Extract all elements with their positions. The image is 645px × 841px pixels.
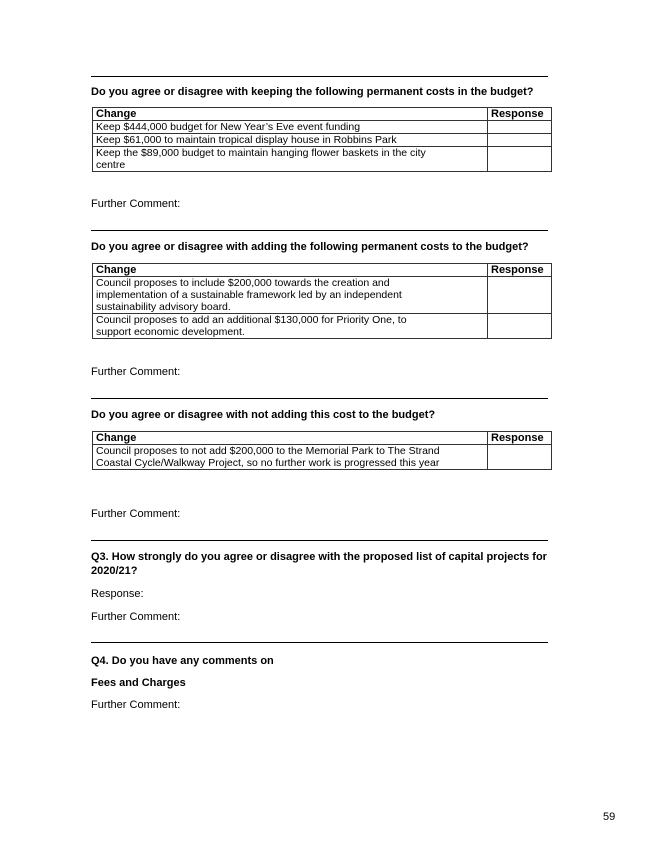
section2-table xyxy=(92,263,552,339)
response-cell[interactable] xyxy=(488,445,552,470)
section2-question: Do you agree or disagree with adding the following permanent costs to the budget? xyxy=(91,241,529,253)
q3-question: Q3. How strongly do you agree or disagree with the proposed list of capital projects for 2020/21? xyxy=(91,551,547,577)
section-divider xyxy=(91,540,548,541)
header-change: Change xyxy=(93,264,488,277)
page-number: 59 xyxy=(603,811,616,823)
q4-subheading: Fees and Charges xyxy=(91,677,186,689)
section1-comment-label: Further Comment: xyxy=(91,198,181,210)
response-cell[interactable] xyxy=(488,147,552,172)
change-cell: Keep the $89,000 budget to maintain hanging flower baskets in the city centre xyxy=(93,147,488,172)
section3-comment-label: Further Comment: xyxy=(91,508,181,520)
response-cell[interactable] xyxy=(488,277,552,314)
section-divider xyxy=(91,398,548,399)
response-cell[interactable] xyxy=(488,134,552,147)
header-response: Response xyxy=(488,432,552,445)
change-cell: Council proposes to not add $200,000 to the Memorial Park to The Strand Coastal Cycle/Walkway Project, so no further work is progressed this year xyxy=(93,445,488,470)
section-divider xyxy=(91,642,548,643)
section1-question: Do you agree or disagree with keeping the following permanent costs in the budget? xyxy=(91,86,534,98)
response-cell[interactable] xyxy=(488,121,552,134)
header-change: Change xyxy=(93,108,488,121)
table-row xyxy=(93,277,552,314)
section3-question: Do you agree or disagree with not adding this cost to the budget? xyxy=(91,409,436,421)
change-cell: Council proposes to include $200,000 towards the creation and implementation of a sustainable framework led by an independent sustainability advisory board. xyxy=(93,277,488,314)
table-row xyxy=(93,121,552,134)
section-divider xyxy=(91,76,548,77)
section-divider xyxy=(91,230,548,231)
change-cell: Keep $61,000 to maintain tropical display house in Robbins Park xyxy=(93,134,488,147)
response-cell[interactable] xyxy=(488,314,552,339)
table-header-row xyxy=(93,108,552,121)
table-row xyxy=(93,314,552,339)
header-response: Response xyxy=(488,108,552,121)
table-row xyxy=(93,445,552,470)
change-cell: Council proposes to add an additional $130,000 for Priority One, to support economic development. xyxy=(93,314,488,339)
table-header-row xyxy=(93,432,552,445)
table-header-row xyxy=(93,264,552,277)
section1-table xyxy=(92,107,552,172)
q4-question: Q4. Do you have any comments on xyxy=(91,655,274,667)
q3-response-label: Response: xyxy=(91,588,144,600)
change-cell: Keep $444,000 budget for New Year’s Eve event funding xyxy=(93,121,488,134)
table-row xyxy=(93,134,552,147)
section3-table xyxy=(92,431,552,470)
section2-comment-label: Further Comment: xyxy=(91,366,181,378)
table-row xyxy=(93,147,552,172)
q3-comment-label: Further Comment: xyxy=(91,611,181,623)
header-response: Response xyxy=(488,264,552,277)
header-change: Change xyxy=(93,432,488,445)
q4-comment-label: Further Comment: xyxy=(91,699,181,711)
